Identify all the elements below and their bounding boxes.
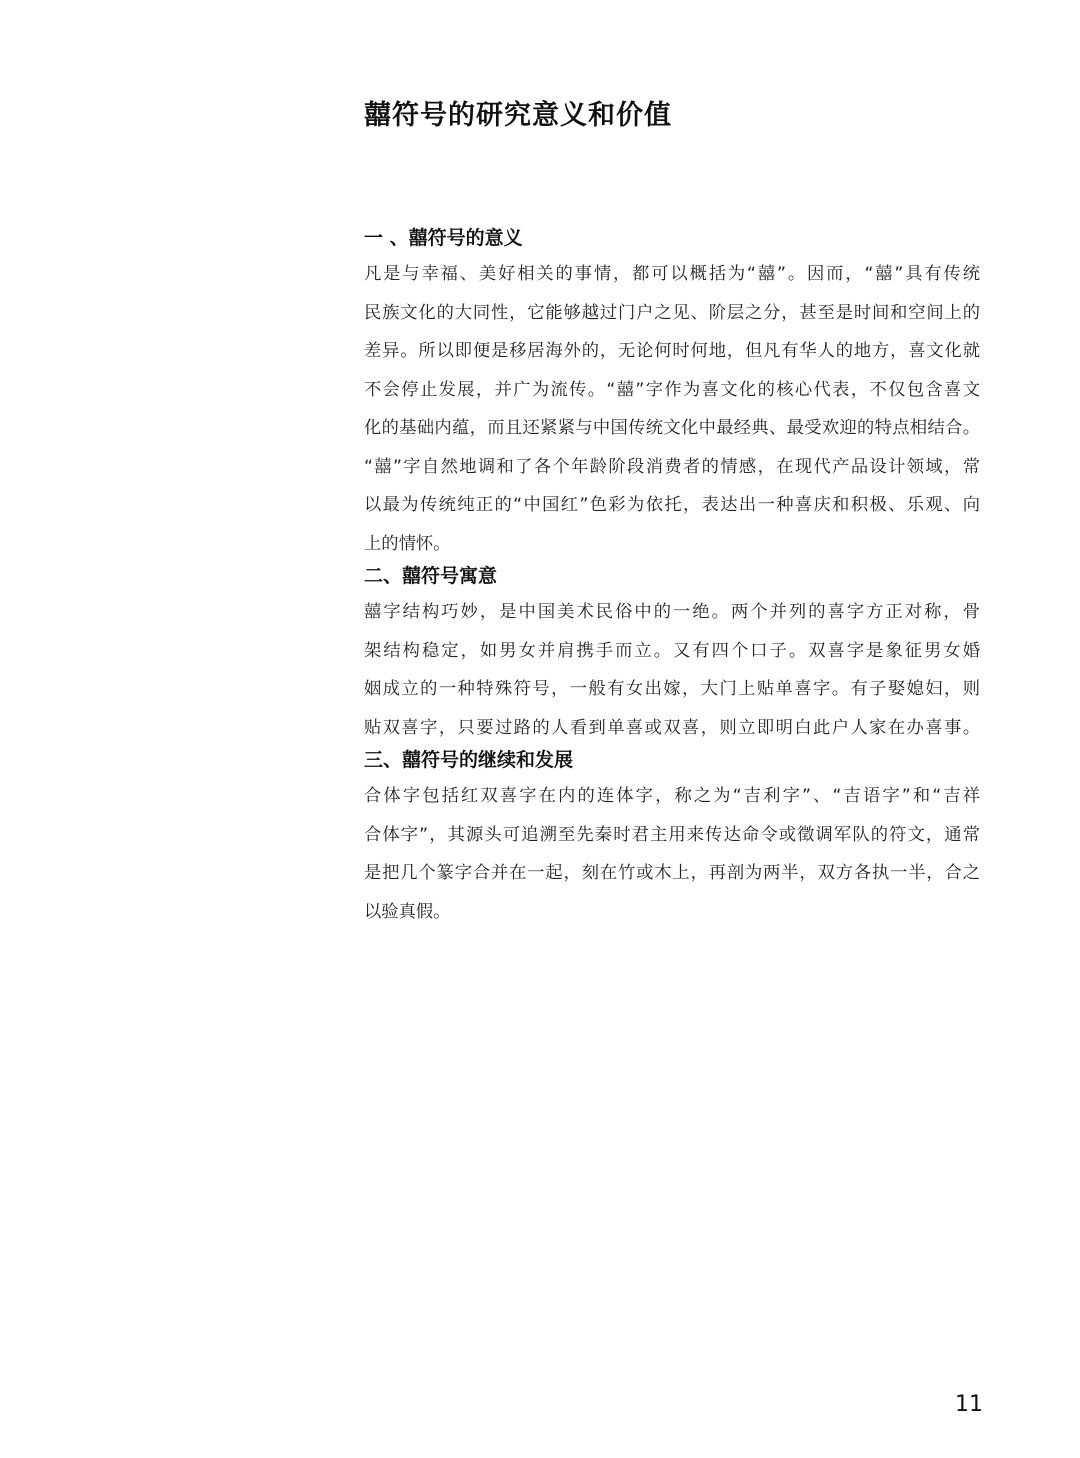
section-heading-3: 三、囍符号的继续和发展 bbox=[364, 749, 574, 771]
paragraph-line: 贴双喜字，只要过路的人看到单喜或双喜，则立即明白此户人家在办喜事。 bbox=[364, 717, 980, 738]
paragraph-line: 化的基础内蕴，而且还紧紧与中国传统文化中最经典、最受欢迎的特点相结合。 bbox=[364, 418, 980, 438]
section-body-3 bbox=[364, 777, 980, 931]
article-body bbox=[364, 225, 980, 931]
paragraph-line: 姻成立的一种特殊符号，一般有女出嫁，大门上贴单喜字。有子娶媳妇，则 bbox=[364, 679, 980, 699]
paragraph-line: 差异。所以即便是移居海外的，无论何时何地，但凡有华人的地方，喜文化就 bbox=[364, 341, 980, 361]
paragraph-line: 凡是与幸福、美好相关的事情，都可以概括为“囍”。因而，“囍”具有传统 bbox=[364, 264, 980, 284]
paragraph-line: “囍”字自然地调和了各个年龄阶段消费者的情感，在现代产品设计领域，常 bbox=[364, 456, 980, 477]
paragraph-line: 以最为传统纯正的“中国红”色彩为依托，表达出一种喜庆和积极、乐观、向 bbox=[364, 495, 980, 515]
paragraph-line: 以验真假。 bbox=[364, 901, 451, 922]
paragraph-line: 不会停止发展，并广为流传。“囍”字作为喜文化的核心代表，不仅包含喜文 bbox=[364, 379, 980, 400]
paragraph-line: 架结构稳定，如男女并肩携手而立。又有四个口子。双喜字是象征男女婚 bbox=[364, 640, 980, 661]
section-heading-1: 一 、囍符号的意义 bbox=[364, 227, 523, 249]
page-number: 11 bbox=[955, 1392, 983, 1417]
page-title: 囍符号的研究意义和价值 bbox=[364, 100, 672, 131]
paragraph-line: 上的情怀。 bbox=[364, 533, 451, 554]
paragraph-line: 是把几个篆字合并在一起，刻在竹或木上，再剖为两半，双方各执一半，合之 bbox=[364, 863, 980, 883]
section-heading-2: 二、囍符号寓意 bbox=[364, 565, 498, 587]
paragraph-line: 囍字结构巧妙，是中国美术民俗中的一绝。两个并列的喜字方正对称，骨 bbox=[364, 602, 980, 622]
section-body-1 bbox=[364, 255, 980, 563]
paragraph-line: 民族文化的大同性，它能够越过门户之见、阶层之分，甚至是时间和空间上的 bbox=[364, 302, 980, 323]
paragraph-line: 合体字”，其源头可追溯至先秦时君主用来传达命令或徵调军队的符文，通常 bbox=[364, 824, 980, 845]
paragraph-line: 合体字包括红双喜字在内的连体字，称之为“吉利字”、“吉语字”和“吉祥 bbox=[364, 786, 980, 806]
section-body-2 bbox=[364, 593, 980, 747]
